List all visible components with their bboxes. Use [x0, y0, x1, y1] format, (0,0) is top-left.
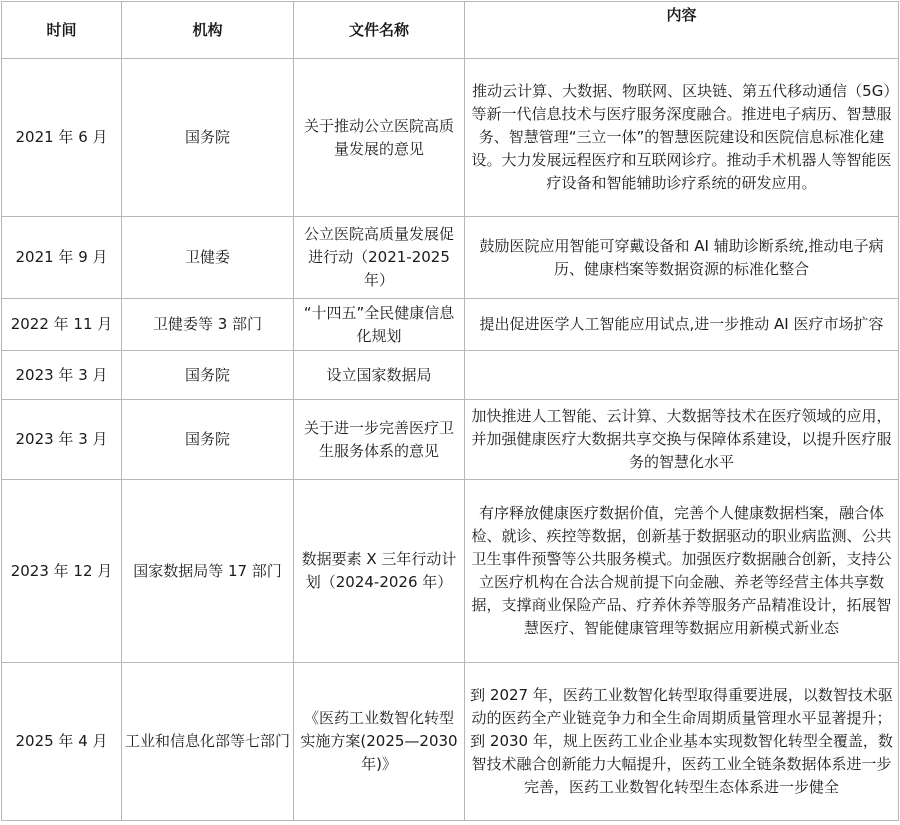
cell-time: 2021 年 9 月: [2, 217, 122, 299]
cell-doc: 关于推动公立医院高质量发展的意见: [294, 59, 465, 217]
cell-time: 2023 年 12 月: [2, 480, 122, 663]
header-doc: 文件名称: [294, 2, 465, 59]
table-row: [2, 400, 899, 480]
cell-org: 国家数据局等 17 部门: [122, 480, 294, 663]
table-row: [2, 351, 899, 400]
cell-content: 推动云计算、大数据、物联网、区块链、第五代移动通信（5G）等新一代信息技术与医疗服务深度融合。推进电子病历、智慧服务、智慧管理“三立一体”的智慧医院建设和医院信息标准化建设。大力发展远程医疗和互联网诊疗。推动手术机器人等智能医疗设备和智能辅助诊疗系统的研发应用。: [465, 59, 899, 217]
table-row: [2, 480, 899, 663]
cell-org: 卫健委等 3 部门: [122, 299, 294, 351]
header-content: 内容: [465, 2, 899, 59]
header-org: 机构: [122, 2, 294, 59]
cell-content: 提出促进医学人工智能应用试点,进一步推动 AI 医疗市场扩容: [465, 299, 899, 351]
cell-doc: 设立国家数据局: [294, 351, 465, 400]
cell-org: 卫健委: [122, 217, 294, 299]
header-time: 时间: [2, 2, 122, 59]
cell-content: 有序释放健康医疗数据价值，完善个人健康数据档案，融合体检、就诊、疾控等数据，创新基于数据驱动的职业病监测、公共卫生事件预警等公共服务模式。加强医疗数据融合创新，支持公立医疗机构在合法合规前提下向金融、养老等经营主体共享数据，支撑商业保险产品、疗养休养等服务产品精准设计，拓展智慧医疗、智能健康管理等数据应用新模式新业态: [465, 480, 899, 663]
cell-time: 2023 年 3 月: [2, 400, 122, 480]
cell-org: 国务院: [122, 59, 294, 217]
cell-org: 工业和信息化部等七部门: [122, 663, 294, 821]
cell-time: 2025 年 4 月: [2, 663, 122, 821]
cell-doc: 关于进一步完善医疗卫生服务体系的意见: [294, 400, 465, 480]
cell-time: 2021 年 6 月: [2, 59, 122, 217]
policy-table: [1, 1, 899, 821]
table-row: [2, 59, 899, 217]
cell-time: 2022 年 11 月: [2, 299, 122, 351]
table-row: [2, 663, 899, 821]
cell-doc: 公立医院高质量发展促进行动（2021-2025 年）: [294, 217, 465, 299]
cell-time: 2023 年 3 月: [2, 351, 122, 400]
cell-content: 加快推进人工智能、云计算、大数据等技术在医疗领域的应用，并加强健康医疗大数据共享交换与保障体系建设，以提升医疗服务的智慧化水平: [465, 400, 899, 480]
header-row: [2, 2, 899, 59]
cell-org: 国务院: [122, 351, 294, 400]
cell-content: [465, 351, 899, 400]
cell-org: 国务院: [122, 400, 294, 480]
table-row: [2, 299, 899, 351]
cell-content: 到 2027 年，医药工业数智化转型取得重要进展，以数智技术驱动的医药全产业链竞争力和全生命周期质量管理水平显著提升；到 2030 年，规上医药工业企业基本实现数智化转型全覆盖，数智技术融合创新能力大幅提升，医药工业全链条数据体系进一步完善，医药工业数智化转型生态体系进一步健全: [465, 663, 899, 821]
cell-doc: 《医药工业数智化转型实施方案(2025—2030 年)》: [294, 663, 465, 821]
cell-doc: 数据要素 X 三年行动计划（2024-2026 年）: [294, 480, 465, 663]
table-row: [2, 217, 899, 299]
cell-content: 鼓励医院应用智能可穿戴设备和 AI 辅助诊断系统,推动电子病历、健康档案等数据资源的标准化整合: [465, 217, 899, 299]
cell-doc: “十四五”全民健康信息化规划: [294, 299, 465, 351]
